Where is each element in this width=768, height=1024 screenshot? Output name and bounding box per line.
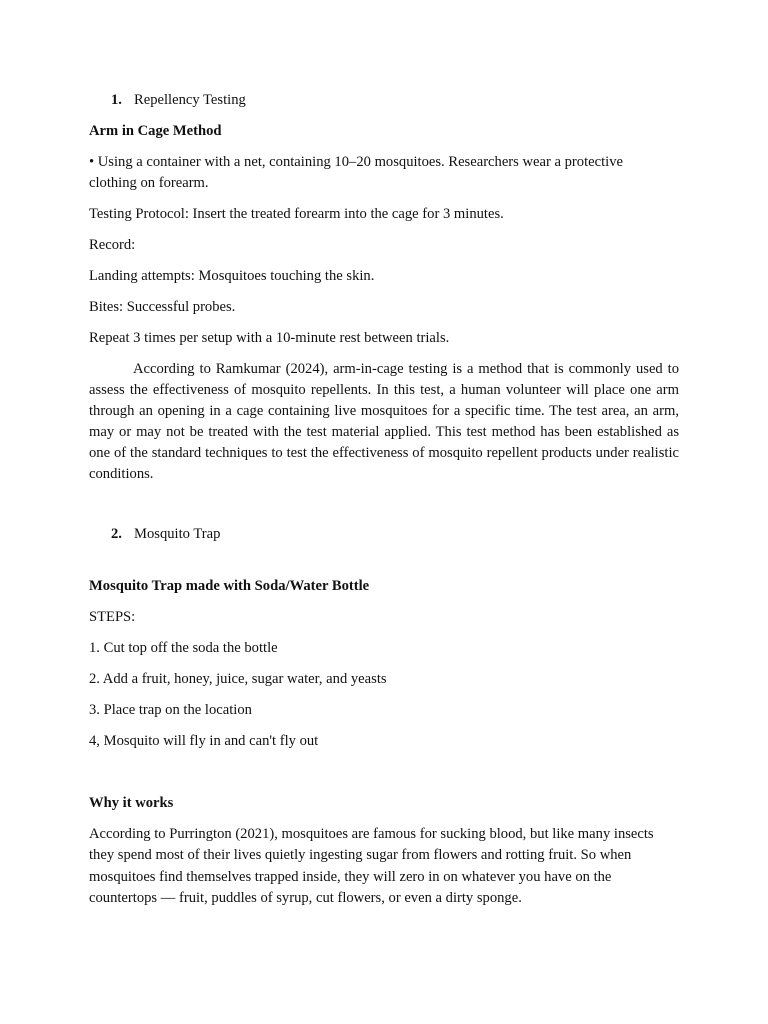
purrington-paragraph: According to Purrington (2021), mosquitoes are famous for sucking blood, but like many insects they spend most of their lives quietly ingesting sugar from flowers and rotting fruit. So when mosquitoes find themselves trapped inside, they will zero in on whatever you have on the countertops — fruit, puddles of syrup, cut flowers, or even a dirty sponge. (89, 826, 654, 907)
step-item: 2. Add a fruit, honey, juice, sugar water, and yeasts (89, 671, 387, 687)
repeat-text: Repeat 3 times per setup with a 10-minute rest between trials. (89, 330, 450, 346)
section-1-heading (111, 90, 246, 111)
record-label: Record: (89, 237, 136, 253)
step-item: 1. Cut top off the soda the bottle (89, 640, 278, 656)
section-1-title: Repellency Testing (134, 92, 246, 108)
landing-attempts-text: Landing attempts: Mosquitoes touching the skin. (89, 268, 375, 284)
section-2-title: Mosquito Trap (134, 526, 221, 542)
section-2-number: 2. (111, 526, 122, 542)
mosquito-trap-heading: Mosquito Trap made with Soda/Water Bottle (89, 578, 370, 594)
section-2-heading (111, 524, 220, 545)
why-it-works-heading: Why it works (89, 795, 174, 811)
testing-protocol-text: Testing Protocol: Insert the treated forearm into the cage for 3 minutes. (89, 206, 504, 222)
steps-label: STEPS: (89, 609, 136, 625)
bites-text: Bites: Successful probes. (89, 299, 236, 315)
step-item: 3. Place trap on the location (89, 702, 252, 718)
section-1-number: 1. (111, 92, 122, 108)
ramkumar-paragraph: According to Ramkumar (2024), arm-in-cage testing is a method that is commonly used to assess the effectiveness of mosquito repellents. In this test, a human volunteer will place one arm through an opening in a cage containing live mosquitoes for a specific time. The test area, an arm, may or may not be treated with the test material applied. This test method has been established as one of the standard techniques to test the effectiveness of mosquito repellent products under realistic conditions. (89, 361, 679, 482)
arm-in-cage-heading: Arm in Cage Method (89, 123, 222, 139)
step-item: 4, Mosquito will fly in and can't fly out (89, 733, 319, 749)
bullet-paragraph: • Using a container with a net, containing 10–20 mosquitoes. Researchers wear a protective clothing on forearm. (89, 154, 623, 192)
